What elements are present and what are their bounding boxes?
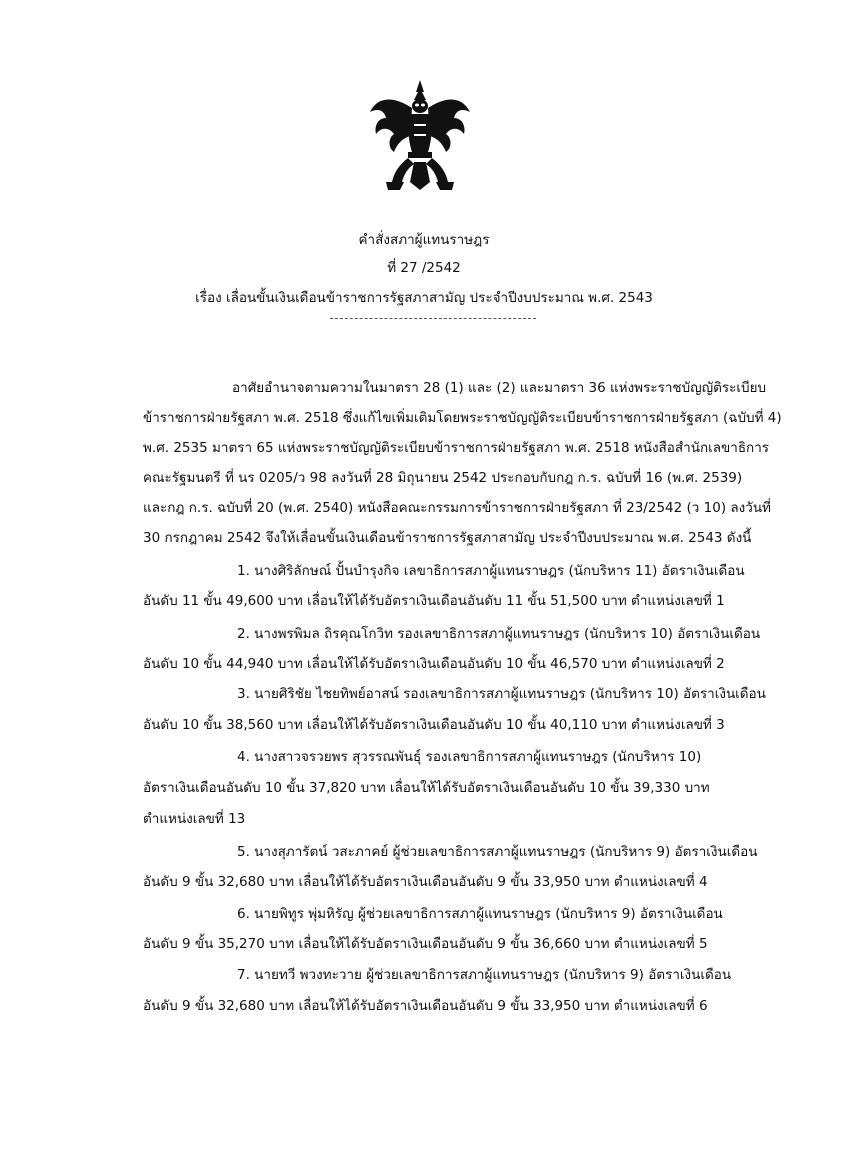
list-item: 1. นางศิริลักษณ์ ปั้นบำรุงกิจ เลขาธิการสภาผู้แทนราษฎร (นักบริหาร 11) อัตราเงินเดือน: [237, 563, 745, 579]
preamble-line: พ.ศ. 2535 มาตรา 65 แห่งพระราชบัญญัติระเบียบข้าราชการฝ่ายรัฐสภา พ.ศ. 2518 หนังสือสำนักเลขาธิการ: [143, 440, 770, 456]
list-item-cont: อันดับ 9 ขั้น 35,270 บาท เลื่อนให้ได้รับอัตราเงินเดือนอันดับ 9 ขั้น 36,660 บาท ตำแหน่งเลขที่ 5: [143, 936, 708, 952]
garuda-emblem-icon: [364, 78, 476, 196]
preamble-line: อาศัยอำนาจตามความในมาตรา 28 (1) และ (2) และมาตรา 36 แห่งพระราชบัญญัติระเบียบ: [232, 380, 767, 396]
order-number: ที่ 27 /2542: [387, 260, 461, 276]
list-item: 4. นางสาวจรวยพร สุวรรณพันธุ์ รองเลขาธิการสภาผู้แทนราษฎร (นักบริหาร 10): [237, 749, 702, 765]
list-item: 5. นางสุภารัตน์ วสะภาคย์ ผู้ช่วยเลขาธิการสภาผู้แทนราษฎร (นักบริหาร 9) อัตราเงินเดือน: [237, 844, 758, 860]
list-item-cont: อันดับ 10 ขั้น 38,560 บาท เลื่อนให้ได้รับอัตราเงินเดือนอันดับ 10 ขั้น 40,110 บาท ตำแหน่งเลขที่ 3: [143, 717, 725, 733]
list-item-cont: อันดับ 9 ขั้น 32,680 บาท เลื่อนให้ได้รับอัตราเงินเดือนอันดับ 9 ขั้น 33,950 บาท ตำแหน่งเลขที่ 6: [143, 998, 708, 1014]
preamble-line: คณะรัฐมนตรี ที่ นร 0205/ว 98 ลงวันที่ 28 มิถุนายน 2542 ประกอบกับกฎ ก.ร. ฉบับที่ 16 (พ.ศ. 2539): [143, 470, 743, 486]
preamble-line: 30 กรกฎาคม 2542 จึงให้เลื่อนขั้นเงินเดือนข้าราชการรัฐสภาสามัญ ประจำปีงบประมาณ พ.ศ. 2543 ดังนี้: [143, 530, 752, 546]
list-item-cont: อันดับ 10 ขั้น 44,940 บาท เลื่อนให้ได้รับอัตราเงินเดือนอันดับ 10 ขั้น 46,570 บาท ตำแหน่งเลขที่ 2: [143, 656, 725, 672]
list-item: 7. นายทวี พวงทะวาย ผู้ช่วยเลขาธิการสภาผู้แทนราษฎร (นักบริหาร 9) อัตราเงินเดือน: [237, 967, 732, 983]
order-subject: เรื่อง เลื่อนขั้นเงินเดือนข้าราชการรัฐสภาสามัญ ประจำปีงบประมาณ พ.ศ. 2543: [195, 290, 653, 306]
list-item-cont: อันดับ 9 ขั้น 32,680 บาท เลื่อนให้ได้รับอัตราเงินเดือนอันดับ 9 ขั้น 33,950 บาท ตำแหน่งเลขที่ 4: [143, 874, 708, 890]
divider: [330, 318, 536, 319]
list-item-cont: อัตราเงินเดือนอันดับ 10 ขั้น 37,820 บาท เลื่อนให้ได้รับอัตราเงินเดือนอันดับ 10 ขั้น 39,330 บาท: [143, 780, 710, 796]
list-item: 2. นางพรพิมล ถิรคุณโกวิท รองเลขาธิการสภาผู้แทนราษฎร (นักบริหาร 10) อัตราเงินเดือน: [237, 626, 761, 642]
list-item: 3. นายศิริชัย ไชยทิพย์อาสน์ รองเลขาธิการสภาผู้แทนราษฎร (นักบริหาร 10) อัตราเงินเดือน: [237, 686, 766, 702]
preamble-line: และกฎ ก.ร. ฉบับที่ 20 (พ.ศ. 2540) หนังสือคณะกรรมการข้าราชการฝ่ายรัฐสภา ที่ 23/2542 (ว 10) ลงวันที่: [143, 500, 771, 516]
preamble-line: ข้าราชการฝ่ายรัฐสภา พ.ศ. 2518 ซึ่งแก้ไขเพิ่มเติมโดยพระราชบัญญัติระเบียบข้าราชการฝ่ายรัฐสภา (ฉบับที่ 4): [143, 410, 782, 426]
list-item-cont: ตำแหน่งเลขที่ 13: [143, 811, 246, 827]
list-item-cont: อันดับ 11 ขั้น 49,600 บาท เลื่อนให้ได้รับอัตราเงินเดือนอันดับ 11 ขั้น 51,500 บาท ตำแหน่งเลขที่ 1: [143, 593, 725, 609]
issuing-authority: คำสั่งสภาผู้แทนราษฎร: [358, 232, 490, 248]
list-item: 6. นายพิทูร พุ่มหิรัญ ผู้ช่วยเลขาธิการสภาผู้แทนราษฎร (นักบริหาร 9) อัตราเงินเดือน: [237, 906, 723, 922]
